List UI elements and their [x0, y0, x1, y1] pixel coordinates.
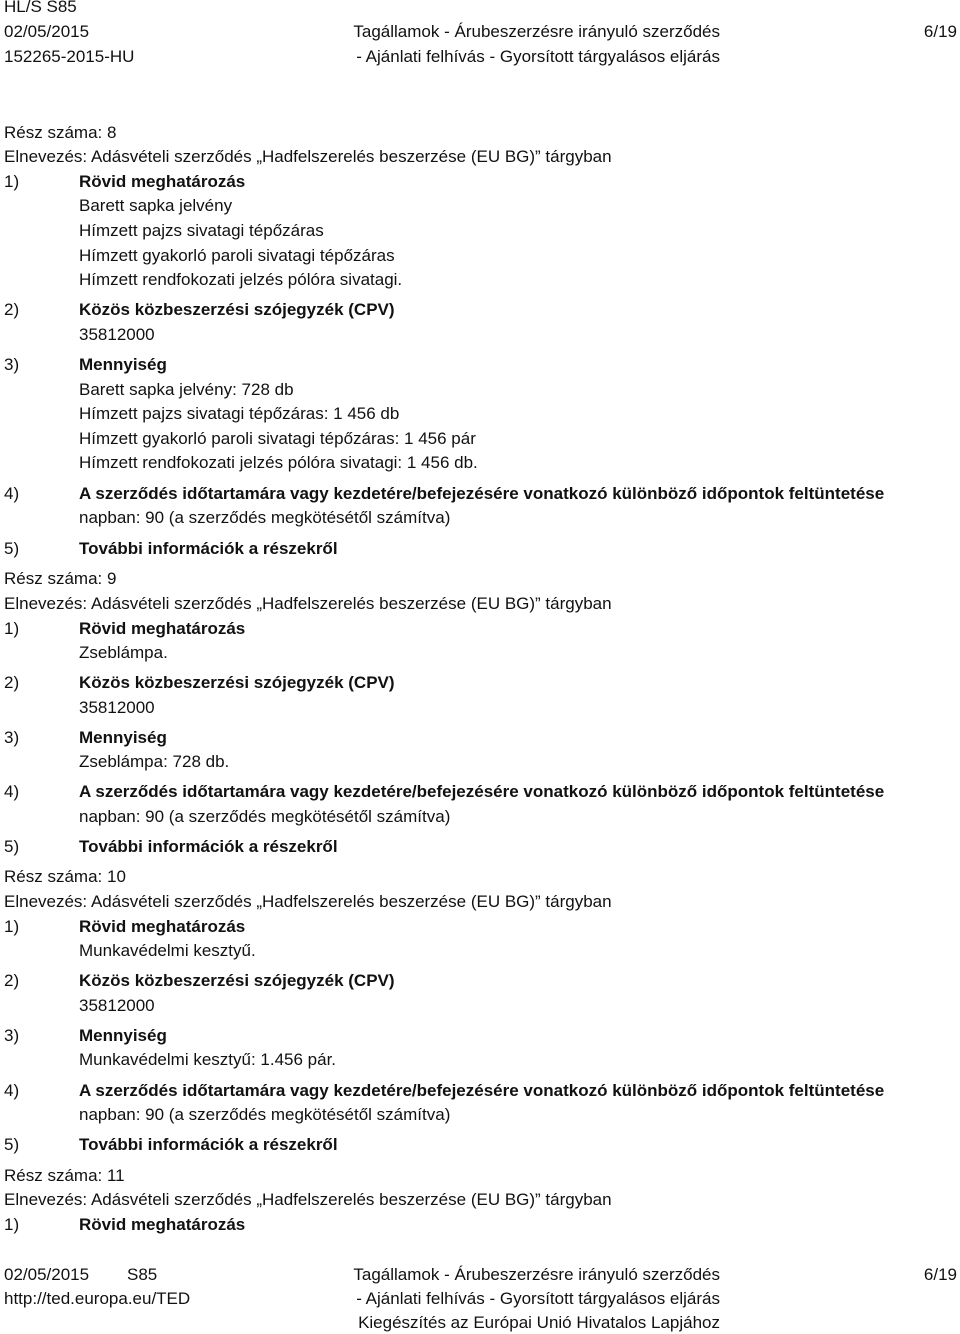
- header-title-line2: - Ajánlati felhívás - Gyorsított tárgyalásos eljárás: [356, 47, 720, 66]
- item-number: 3): [4, 728, 20, 747]
- description-line: Barett sapka jelvény: [79, 196, 233, 215]
- part-number: 11: [106, 1166, 125, 1185]
- footer-title-line3: Kiegészítés az Európai Unió Hivatalos Lapjához: [358, 1313, 720, 1332]
- footer-title-line1: Tagállamok - Árubeszerzésre irányuló szerződés: [353, 1265, 720, 1284]
- heading-cpv: Közös közbeszerzési szójegyzék (CPV): [79, 300, 395, 319]
- heading-short-description: Rövid meghatározás: [79, 172, 246, 191]
- part-number: 8: [106, 123, 117, 142]
- duration-value: napban: 90 (a szerződés megkötésétől számítva): [79, 508, 451, 527]
- heading-duration: A szerződés időtartamára vagy kezdetére/befejezésére vonatkozó különböző időpontok feltüntetése: [79, 782, 885, 801]
- quantity-line: Hímzett rendfokozati jelzés pólóra sivatagi: 1 456 db.: [79, 453, 478, 472]
- part-name: Adásvételi szerződés „Hadfelszerelés beszerzése (EU BG)” tárgyban: [90, 147, 612, 166]
- part-name: Adásvételi szerződés „Hadfelszerelés beszerzése (EU BG)” tárgyban: [90, 594, 612, 613]
- header-doc-id: 152265-2015-HU: [4, 47, 135, 66]
- description-line: Hímzett rendfokozati jelzés pólóra sivatagi.: [79, 270, 403, 289]
- heading-additional-info: További információk a részekről: [79, 837, 338, 856]
- heading-quantity: Mennyiség: [79, 1026, 167, 1045]
- quantity-line: Zseblámpa: 728 db.: [79, 752, 230, 771]
- description-line: Zseblámpa.: [79, 643, 168, 662]
- item-number: 4): [4, 1081, 20, 1100]
- item-number: 2): [4, 971, 20, 990]
- heading-short-description: Rövid meghatározás: [79, 619, 246, 638]
- heading-quantity: Mennyiség: [79, 728, 167, 747]
- heading-cpv: Közös közbeszerzési szójegyzék (CPV): [79, 673, 395, 692]
- item-number: 3): [4, 355, 20, 374]
- cpv-code: 35812000: [79, 698, 155, 717]
- heading-additional-info: További információk a részekről: [79, 1135, 338, 1154]
- duration-value: napban: 90 (a szerződés megkötésétől számítva): [79, 807, 451, 826]
- header-date: 02/05/2015: [4, 22, 90, 41]
- item-number: 2): [4, 300, 20, 319]
- heading-cpv: Közös közbeszerzési szójegyzék (CPV): [79, 971, 395, 990]
- part-name: Adásvételi szerződés „Hadfelszerelés beszerzése (EU BG)” tárgyban: [90, 892, 612, 911]
- heading-quantity: Mennyiség: [79, 355, 167, 374]
- item-number: 1): [4, 1215, 20, 1234]
- item-number: 5): [4, 539, 20, 558]
- header-code: HL/S S85: [4, 0, 77, 16]
- part-name-line: Elnevezés: Adásvételi szerződés „Hadfelszerelés beszerzése (EU BG)” tárgyban: [4, 892, 612, 911]
- item-number: 5): [4, 1135, 20, 1154]
- cpv-code: 35812000: [79, 325, 155, 344]
- heading-additional-info: További információk a részekről: [79, 539, 338, 558]
- footer-page-number: 6/19: [923, 1265, 957, 1284]
- heading-short-description: Rövid meghatározás: [79, 917, 246, 936]
- item-number: 4): [4, 782, 20, 801]
- item-number: 2): [4, 673, 20, 692]
- header-title-line1: Tagállamok - Árubeszerzésre irányuló szerződés: [353, 22, 720, 41]
- quantity-line: Munkavédelmi kesztyű: 1.456 pár.: [79, 1050, 337, 1069]
- cpv-code: 35812000: [79, 996, 155, 1015]
- quantity-line: Barett sapka jelvény: 728 db: [79, 380, 294, 399]
- part-number-line: Rész száma: 8: [4, 123, 117, 142]
- part-name: Adásvételi szerződés „Hadfelszerelés beszerzése (EU BG)” tárgyban: [90, 1190, 612, 1209]
- item-number: 4): [4, 484, 20, 503]
- part-number-line: Rész száma: 9: [4, 569, 117, 588]
- part-name-line: Elnevezés: Adásvételi szerződés „Hadfelszerelés beszerzése (EU BG)” tárgyban: [4, 1190, 612, 1209]
- quantity-line: Hímzett pajzs sivatagi tépőzáras: 1 456 db: [79, 404, 400, 423]
- description-line: Munkavédelmi kesztyű.: [79, 941, 256, 960]
- quantity-line: Hímzett gyakorló paroli sivatagi tépőzáras: 1 456 pár: [79, 429, 476, 448]
- item-number: 1): [4, 917, 20, 936]
- item-number: 1): [4, 619, 20, 638]
- part-number: 10: [106, 867, 126, 886]
- part-number: 9: [106, 569, 117, 588]
- item-number: 1): [4, 172, 20, 191]
- heading-duration: A szerződés időtartamára vagy kezdetére/befejezésére vonatkozó különböző időpontok feltüntetése: [79, 1081, 885, 1100]
- part-name-line: Elnevezés: Adásvételi szerződés „Hadfelszerelés beszerzése (EU BG)” tárgyban: [4, 147, 612, 166]
- footer-code: S85: [127, 1265, 158, 1284]
- header-page-number: 6/19: [923, 22, 957, 41]
- description-line: Hímzett gyakorló paroli sivatagi tépőzáras: [79, 246, 395, 265]
- footer-url-link[interactable]: http://ted.europa.eu/TED: [4, 1289, 191, 1308]
- part-name-line: Elnevezés: Adásvételi szerződés „Hadfelszerelés beszerzése (EU BG)” tárgyban: [4, 594, 612, 613]
- footer-date: 02/05/2015: [4, 1265, 90, 1284]
- part-number-line: Rész száma: 11: [4, 1166, 125, 1185]
- item-number: 3): [4, 1026, 20, 1045]
- heading-short-description: Rövid meghatározás: [79, 1215, 246, 1234]
- duration-value: napban: 90 (a szerződés megkötésétől számítva): [79, 1105, 451, 1124]
- part-number-line: Rész száma: 10: [4, 867, 126, 886]
- footer-title-line2: - Ajánlati felhívás - Gyorsított tárgyalásos eljárás: [356, 1289, 720, 1308]
- description-line: Hímzett pajzs sivatagi tépőzáras: [79, 221, 324, 240]
- heading-duration: A szerződés időtartamára vagy kezdetére/befejezésére vonatkozó különböző időpontok feltüntetése: [79, 484, 885, 503]
- item-number: 5): [4, 837, 20, 856]
